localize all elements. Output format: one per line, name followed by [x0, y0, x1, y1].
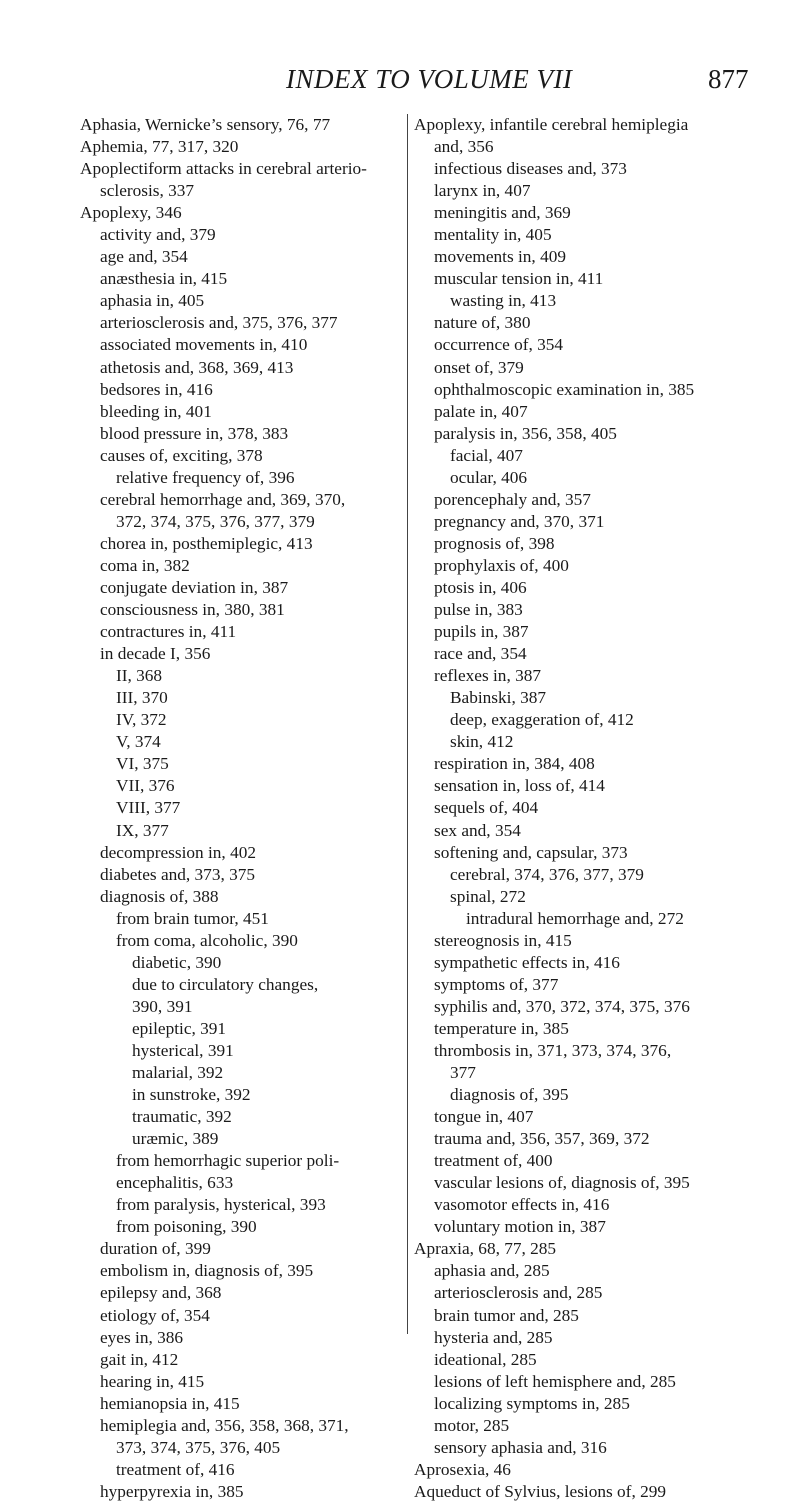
index-entry: 390, 391	[132, 996, 193, 1016]
index-entry: Aqueduct of Sylvius, lesions of, 299	[414, 1481, 667, 1501]
column-divider	[407, 114, 408, 1334]
index-entry: arteriosclerosis and, 375, 376, 377	[100, 313, 338, 333]
index-entry: embolism in, diagnosis of, 395	[100, 1261, 314, 1281]
index-entry: uræmic, 389	[132, 1129, 219, 1149]
index-entry: ophthalmoscopic examination in, 385	[434, 379, 695, 399]
index-entry: prophylaxis of, 400	[434, 555, 569, 575]
index-entry: IV, 372	[116, 710, 167, 730]
index-entry: meningitis and, 369	[434, 203, 571, 223]
index-entry: in sunstroke, 392	[132, 1085, 251, 1105]
index-entry: VIII, 377	[116, 798, 181, 818]
index-entry: encephalitis, 633	[116, 1173, 234, 1193]
index-entry: spinal, 272	[450, 886, 526, 906]
index-entry: in decade I, 356	[100, 644, 211, 664]
index-entry: from brain tumor, 451	[116, 908, 269, 928]
index-entry: II, 368	[116, 666, 163, 686]
index-entry: associated movements in, 410	[100, 335, 308, 355]
index-entry: diabetic, 390	[132, 952, 222, 972]
index-entry: causes of, exciting, 378	[100, 445, 263, 465]
index-entry: hemianopsia in, 415	[100, 1393, 240, 1413]
index-entry: and, 356	[434, 137, 494, 157]
index-entry: wasting in, 413	[450, 291, 557, 311]
index-entry: diagnosis of, 395	[450, 1085, 569, 1105]
index-entry: VI, 375	[116, 754, 169, 774]
index-entry: from paralysis, hysterical, 393	[116, 1195, 326, 1215]
index-entry: infectious diseases and, 373	[434, 159, 627, 179]
index-entry: malarial, 392	[132, 1063, 224, 1083]
index-entry: reflexes in, 387	[434, 666, 542, 686]
index-entry: facial, 407	[450, 445, 523, 465]
index-entry: pulse in, 383	[434, 600, 523, 620]
index-entry: skin, 412	[450, 732, 514, 752]
index-entry: hemiplegia and, 356, 358, 368, 371,	[100, 1415, 349, 1435]
index-entry: Apraxia, 68, 77, 285	[414, 1239, 557, 1259]
index-entry: pupils in, 387	[434, 622, 529, 642]
index-entry: from poisoning, 390	[116, 1217, 257, 1237]
index-entry: hysteria and, 285	[434, 1327, 553, 1347]
index-entry: sympathetic effects in, 416	[434, 952, 620, 972]
index-entry: paralysis in, 356, 358, 405	[434, 423, 617, 443]
index-entry: ideational, 285	[434, 1349, 537, 1369]
page-number: 877	[708, 64, 749, 94]
index-entry: conjugate deviation in, 387	[100, 577, 289, 597]
index-entry: trauma and, 356, 357, 369, 372	[434, 1129, 650, 1149]
index-entry: ocular, 406	[450, 467, 528, 487]
index-entry: diagnosis of, 388	[100, 886, 219, 906]
index-entry: treatment of, 416	[116, 1459, 235, 1479]
index-entry: Aprosexia, 46	[414, 1459, 511, 1479]
index-entry: hyperpyrexia in, 385	[100, 1481, 244, 1501]
index-entry: prognosis of, 398	[434, 533, 555, 553]
index-entry: IX, 377	[116, 820, 169, 840]
index-entry: stereognosis in, 415	[434, 930, 572, 950]
running-title: INDEX TO VOLUME VII	[286, 64, 573, 94]
index-entry: duration of, 399	[100, 1239, 211, 1259]
index-entry: decompression in, 402	[100, 842, 256, 862]
index-entry: eyes in, 386	[100, 1327, 184, 1347]
index-entry: III, 370	[116, 688, 168, 708]
index-entry: epileptic, 391	[132, 1018, 227, 1038]
index-entry: V, 374	[116, 732, 161, 752]
index-entry: relative frequency of, 396	[116, 467, 295, 487]
index-entry: motor, 285	[434, 1415, 510, 1435]
index-entry: hysterical, 391	[132, 1040, 234, 1060]
index-entry: sex and, 354	[434, 820, 521, 840]
index-entry: bleeding in, 401	[100, 401, 212, 421]
index-entry: Aphasia, Wernicke’s sensory, 76, 77	[80, 115, 331, 134]
index-entry: Apoplexy, 346	[80, 203, 182, 223]
index-entry: onset of, 379	[434, 357, 524, 377]
index-entry: etiology of, 354	[100, 1305, 210, 1325]
index-entry: aphasia and, 285	[434, 1261, 550, 1281]
index-entry: porencephaly and, 357	[434, 489, 591, 509]
index-entry: sensation in, loss of, 414	[434, 776, 605, 796]
index-entry: symptoms of, 377	[434, 974, 559, 994]
index-entry: gait in, 412	[100, 1349, 179, 1369]
index-entry: from coma, alcoholic, 390	[116, 930, 298, 950]
index-entry: temperature in, 385	[434, 1018, 569, 1038]
index-entry: blood pressure in, 378, 383	[100, 423, 289, 443]
index-entry: Apoplexy, infantile cerebral hemiplegia	[414, 115, 689, 134]
index-entry: traumatic, 392	[132, 1107, 232, 1127]
index-entry: activity and, 379	[100, 225, 216, 245]
index-entry: brain tumor and, 285	[434, 1305, 579, 1325]
index-entry: Aphemia, 77, 317, 320	[80, 137, 239, 157]
index-entry: age and, 354	[100, 247, 188, 267]
index-entry: coma in, 382	[100, 555, 190, 575]
index-entry: intradural hemorrhage and, 272	[466, 908, 684, 928]
index-entry: sequels of, 404	[434, 798, 539, 818]
index-entry: chorea in, posthemiplegic, 413	[100, 533, 313, 553]
index-entry: aphasia in, 405	[100, 291, 205, 311]
index-entry: voluntary motion in, 387	[434, 1217, 606, 1237]
index-entry: sensory aphasia and, 316	[434, 1437, 607, 1457]
index-entry: deep, exaggeration of, 412	[450, 710, 634, 730]
index-entry: cerebral, 374, 376, 377, 379	[450, 864, 644, 884]
index-entry: cerebral hemorrhage and, 369, 370,	[100, 489, 346, 509]
index-entry: syphilis and, 370, 372, 374, 375, 376	[434, 996, 690, 1016]
index-entry: softening and, capsular, 373	[434, 842, 628, 862]
index-entry: mentality in, 405	[434, 225, 552, 245]
index-entry: athetosis and, 368, 369, 413	[100, 357, 294, 377]
index-entry: consciousness in, 380, 381	[100, 600, 285, 620]
index-entry: thrombosis in, 371, 373, 374, 376,	[434, 1040, 672, 1060]
index-entry: pregnancy and, 370, 371	[434, 511, 605, 531]
index-entry: hearing in, 415	[100, 1371, 205, 1391]
index-entry: Babinski, 387	[450, 688, 547, 708]
index-entry: 373, 374, 375, 376, 405	[116, 1437, 281, 1457]
index-column-right	[414, 114, 786, 1503]
index-entry: race and, 354	[434, 644, 527, 664]
index-entry: sclerosis, 337	[100, 181, 195, 201]
index-entry: diabetes and, 373, 375	[100, 864, 256, 884]
index-column-left	[80, 114, 410, 1503]
index-entry: vascular lesions of, diagnosis of, 395	[434, 1173, 690, 1193]
index-entry: 372, 374, 375, 376, 377, 379	[116, 511, 315, 531]
index-entry: lesions of left hemisphere and, 285	[434, 1371, 676, 1391]
index-entry: respiration in, 384, 408	[434, 754, 595, 774]
page-header	[0, 64, 800, 104]
index-entry: due to circulatory changes,	[132, 974, 319, 994]
index-entry: 377	[450, 1063, 476, 1083]
index-entry: bedsores in, 416	[100, 379, 213, 399]
index-entry: occurrence of, 354	[434, 335, 564, 355]
index-entry: anæsthesia in, 415	[100, 269, 228, 289]
index-entry: arteriosclerosis and, 285	[434, 1283, 603, 1303]
index-entry: muscular tension in, 411	[434, 269, 604, 289]
index-entry: Apoplectiform attacks in cerebral arterio-	[80, 159, 367, 179]
index-entry: epilepsy and, 368	[100, 1283, 222, 1303]
index-entry: palate in, 407	[434, 401, 528, 421]
index-entry: nature of, 380	[434, 313, 531, 333]
index-entry: vasomotor effects in, 416	[434, 1195, 610, 1215]
index-entry: movements in, 409	[434, 247, 566, 267]
index-entry: larynx in, 407	[434, 181, 531, 201]
index-entry: from hemorrhagic superior poli-	[116, 1151, 340, 1171]
index-entry: treatment of, 400	[434, 1151, 553, 1171]
index-entry: tongue in, 407	[434, 1107, 534, 1127]
index-entry: localizing symptoms in, 285	[434, 1393, 630, 1413]
index-entry: contractures in, 411	[100, 622, 237, 642]
index-entry: ptosis in, 406	[434, 577, 527, 597]
index-entry: VII, 376	[116, 776, 175, 796]
